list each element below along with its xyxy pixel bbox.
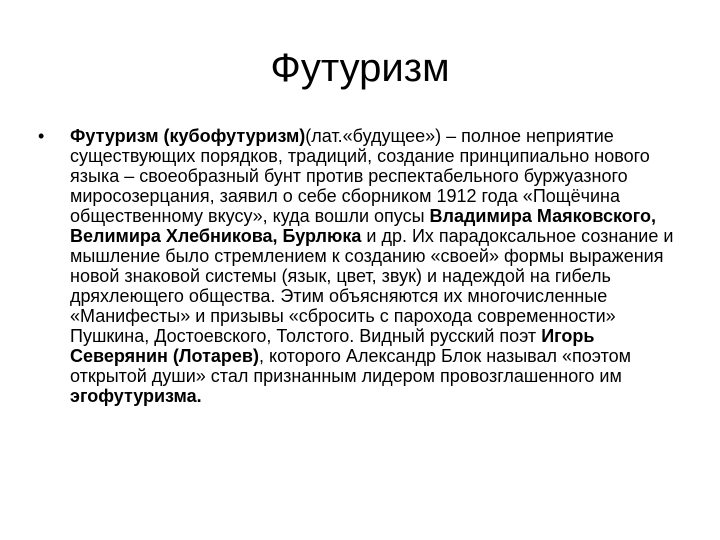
bullet-list — [36, 126, 686, 406]
term-egofuturism: эгофутуризма. — [70, 386, 202, 406]
term-futurism: Футуризм (кубофутуризм) — [70, 126, 306, 146]
severyanin-name: Игорь Северянин (Лотарев) — [70, 326, 595, 366]
body-text: и др. Их парадоксальное сознание и мышление было стремлением к созданию «своей» формы выражения новой знаковой системы (язык, цвет, звук) и надеждой на гибель дряхлеющего общества. Этим объясняются их многочисленные «Манифесты» и призывы «сбросить с парохода современности» Пушкина, Достоевского, Толстого. Видный русский поэт — [70, 226, 674, 346]
body-text: – полное неприятие существующих порядков, традиций, создание принципиально нового языка – своеобразный бунт против респектабельного буржуазного миросозерцания, заявил о себе сборником 1912 года «Пощёчина общественному вкусу», куда вошли опусы — [70, 126, 650, 226]
bullet-item — [36, 126, 686, 406]
poets-names: Владимира Маяковского, Велимира Хлебникова, Бурлюка — [70, 206, 657, 246]
body-text: , которого Александр Блок называл «поэтом открытой души» стал признанным лидером провозглашенного им — [70, 346, 631, 386]
slide-title: Футуризм — [270, 46, 450, 90]
etymology-text: (лат.«будущее») — [305, 126, 447, 146]
bullet-icon: • — [38, 126, 45, 146]
